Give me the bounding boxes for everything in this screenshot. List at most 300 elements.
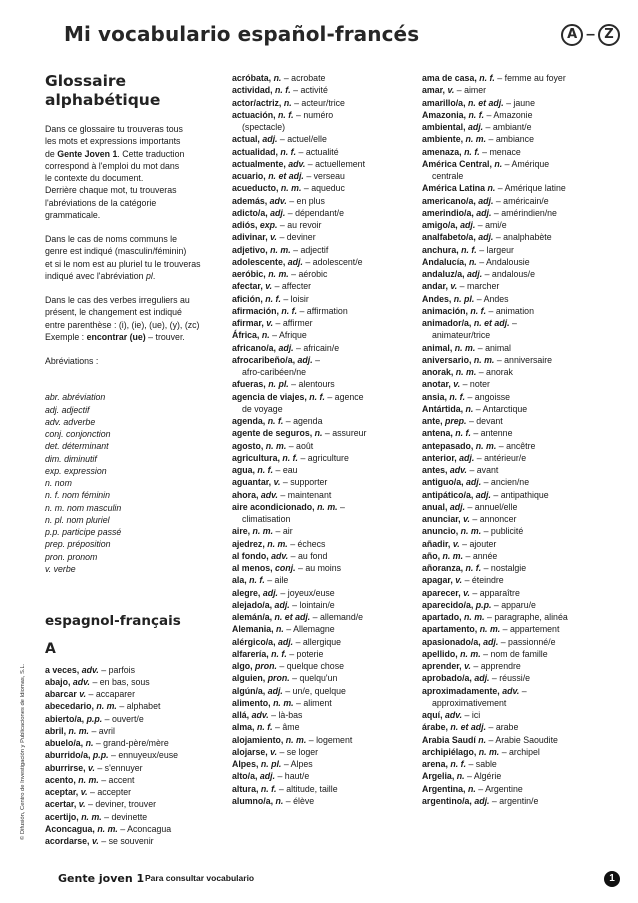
entry-word: añadir, [422,538,453,549]
entry-grammar: adv. [271,550,289,561]
entry-grammar: p.p. [86,713,103,724]
entry-translation: climatisation [242,514,291,524]
abbreviations-list [45,391,223,575]
entry-grammar: adj. [277,636,294,647]
entry-word: a veces, [45,664,82,675]
entry-word: andar, [422,281,451,292]
entry-word: aire acondicionado, [232,501,318,512]
entry-translation: – avant [467,465,499,475]
entry-word: alto/a, [232,771,260,782]
entry-word: afectar, [232,281,266,292]
entry-word: apagar, [422,575,456,586]
entry-grammar: n. f. [479,73,495,83]
entry-word: animación, [422,305,471,316]
entry-grammar: n. et adj. [473,318,510,328]
entry-word: acertijo, [45,811,82,822]
entry-word: Alpes, [232,759,261,769]
entry-translation: – apprendre [470,661,521,671]
entry-grammar: n. [283,97,292,108]
entry-word: América Latina [422,183,488,194]
glossary-title: Glossaire alphabétique [45,72,161,109]
entry-translation: – Amérique [502,158,550,169]
vocab-entry [45,823,223,835]
entry-translation: – Argentine [475,783,523,794]
entry-grammar: n. [467,783,476,794]
entry-word: alojamiento, [232,734,286,745]
entry-grammar: n. [468,256,477,267]
entry-grammar: n. f. [465,563,482,573]
entry-grammar: n. f. [260,783,277,794]
entry-grammar: adj. [274,599,290,610]
entry-translation: – jaune [503,97,535,108]
vocab-entry [232,476,412,488]
vocab-entry [232,611,412,623]
abbreviation-item: n. pl. nom pluriel [45,514,110,525]
example-word: encontrar (ue) [86,331,146,342]
vocab-entry [232,97,412,109]
entry-word: afueras, [232,379,269,390]
entry-translation: – avril [89,725,115,736]
entry-translation: – [519,685,527,696]
vocab-entry [232,562,412,574]
entry-translation: – ajouter [459,538,497,549]
entry-word: apellido, [422,648,461,659]
page-header [58,22,620,52]
entry-word: al fondo, [232,550,272,561]
entry-word: añoranza, [422,563,466,573]
entry-word: África, [232,330,262,341]
vocab-entry [45,664,223,676]
abbreviation-item: exp. expression [45,465,107,476]
entry-translation: – quelqu'un [289,673,338,684]
entry-grammar: n. m. [270,244,291,255]
entry-translation: – Andes [474,293,509,304]
entry-grammar: n. f. [256,722,273,733]
entry-translation: – âme [272,722,300,733]
vocab-entry [422,501,606,513]
vocab-entry [232,574,412,586]
entry-word: aeróbic, [232,269,269,279]
vocab-entry [422,709,606,721]
entry-translation: – en bas, sous [90,676,150,687]
entry-translation: de voyage [242,403,283,414]
vocab-entry [422,268,606,280]
vocab-entry [422,660,606,672]
vocab-entry [232,305,412,317]
entry-translation: (spectacle) [242,122,286,132]
intro-line: Dans le cas des verbes irreguliers au [45,295,190,305]
entry-word: animal, [422,342,455,353]
entry-word: al menos, [232,563,276,573]
entry-word: Argentina, [422,783,468,794]
entry-grammar: n. f. [265,293,281,304]
entry-grammar: adv. [288,158,306,169]
entry-grammar: adj. [262,134,278,145]
entry-word: algo, [232,661,255,671]
vocab-entry [232,244,412,256]
entry-word: acuario, [232,171,269,181]
vocab-entry [232,84,412,96]
entry-word: ambiental, [422,122,468,132]
entry-translation: – ancien/ne [481,477,530,488]
vocab-entry [232,783,412,795]
entry-translation: – accepter [87,787,132,797]
vocab-entry [422,305,606,317]
vocab-entry [422,391,606,403]
vocab-entry [422,648,606,660]
entry-translation: – antérieur/e [474,452,527,463]
entry-word: alma, [232,722,257,733]
vocab-entry [422,170,606,182]
entries-list-1 [45,664,223,848]
entry-grammar: n. f. [249,575,265,586]
intro-line: – trouver. [145,331,185,342]
entry-grammar: adv. [444,710,463,720]
vocab-entry [232,415,412,427]
entry-translation: – Allemagne [283,624,335,635]
entry-translation: – assureur [322,428,367,439]
vocab-entry [422,72,606,84]
entry-word: alojarse, [232,746,271,757]
entry-word: abuelo/a, [45,738,86,748]
vocab-entry [422,427,606,439]
intro-line: de [45,148,58,159]
entry-grammar: n. m. [442,550,464,561]
abbreviation-item: n. m. nom masculin [45,502,122,513]
entry-grammar: adj. [467,122,484,132]
entry-translation: – andalous/e [482,269,535,279]
vocab-entry [45,811,223,823]
vocab-entry [422,84,606,96]
entry-word: antipático/a, [422,489,476,500]
entry-word: aburrido/a, [45,750,93,761]
intro-line: . [152,270,156,281]
vocab-entry [422,293,606,305]
entry-translation: – animal [475,342,511,353]
entry-grammar: conj. [275,563,296,573]
entry-grammar: adj. [459,452,475,463]
entry-grammar: v. [270,232,277,243]
abbreviation-item: prep. préposition [45,539,111,550]
entry-translation: – aliment [293,697,332,708]
abbreviation-item: n. nom [45,478,72,488]
entry-translation: – Alpes [281,759,313,769]
vocab-entry [422,440,606,452]
vocab-entry [232,734,412,746]
column-entries-3 [422,72,606,807]
vocab-entry [422,219,606,231]
vocab-entry [422,464,606,476]
entry-translation: – aérobic [288,269,328,279]
entry-translation: – annuel/elle [465,501,518,512]
entry-word: agosto, [232,440,266,451]
vocab-entry [232,636,412,648]
vocab-entry [45,676,223,688]
abbreviation-item: dim. diminutif [45,453,97,464]
vocab-entry [422,513,606,525]
vocab-entry [422,403,606,415]
entry-translation: – haut/e [275,771,310,782]
entry-grammar: n. m. [265,440,287,451]
entry-word: ala, [232,575,250,586]
entry-grammar: adj. [297,354,313,365]
entry-grammar: v. [452,538,460,549]
entry-grammar: p.p. [92,750,109,761]
entry-grammar: adj. [483,636,499,647]
entry-grammar: n. [275,795,284,806]
entry-word: adjetivo, [232,244,271,255]
page-title: Mi vocabulario español-francés [64,22,420,46]
abbreviation-item: adj. adjectif [45,404,90,415]
entry-grammar: n. m. [267,538,288,549]
entry-translation: – affirmer [273,318,313,328]
entry-translation: – dépendant/e [285,207,344,218]
vocab-entry [422,758,606,770]
entry-translation: – sable [466,759,497,769]
entry-word: ansia, [422,391,450,402]
vocab-entry [422,538,606,550]
intro-line: genre est indiqué (masculin/féminin) [45,246,187,257]
vocab-entry [232,525,412,537]
entry-grammar: n. [261,330,270,341]
entry-grammar: adj. [259,771,276,782]
vocab-entry [45,725,223,737]
entry-grammar: adj. [460,220,476,230]
entry-word: alfarería, [232,648,272,659]
entry-word: ahora, [232,489,261,500]
vocab-entry [232,550,412,562]
vocab-entry [422,244,606,256]
entry-translation: – menace [479,146,521,157]
entry-word: Alemania, [232,624,277,635]
vocab-entry [232,133,412,145]
entry-word: anorak, [422,367,456,377]
vocab-entry [422,97,606,109]
vocab-entry [422,207,606,219]
entry-translation: – deviner, trouver [85,799,157,810]
vocab-entry [45,762,223,774]
entry-translation: – activité [290,85,328,96]
range-start-letter: A [561,24,583,46]
intro-line: le contexte du document. [45,173,144,183]
entry-grammar: adv. [72,676,90,687]
entry-translation: – grand-père/mère [93,738,169,748]
entry-grammar: n. f. [257,465,274,475]
vocab-entry [232,464,412,476]
entry-grammar: v. [273,477,281,488]
vocab-entry [422,550,606,562]
vocab-entry [422,685,606,697]
entry-grammar: n. pl. [453,293,475,304]
entry-grammar: p.p. [475,599,492,610]
intro-line: Dans le cas de noms communs le [45,234,178,244]
vocab-entry [232,195,412,207]
vocab-entry [422,109,606,121]
entry-translation: – antipathique [490,489,549,500]
entry-grammar: n. m. [268,269,289,279]
entry-grammar: n. [314,428,323,439]
entry-grammar: n. f. [468,109,485,120]
entry-word: agenda, [232,416,268,426]
entry-translation: – au moins [295,563,342,573]
entry-translation: – amérindien/ne [491,207,557,218]
alphabet-range-badge [561,24,620,46]
vocab-entry [422,562,606,574]
entry-word: anunciar, [422,514,464,524]
footer-book-title: Gente joven 1 [58,872,145,885]
entry-translation: – arabe [486,722,519,733]
entry-word: alegre, [232,587,263,598]
vocab-entry [232,660,412,672]
entry-grammar: n. f. [281,305,298,316]
entry-translation: – appartement [500,624,560,635]
entry-word: aburrirse, [45,762,89,773]
vocab-entry [422,525,606,537]
entry-grammar: v. [450,281,458,292]
entry-translation: – en plus [286,195,325,206]
entry-word: amigo/a, [422,220,461,230]
entry-grammar: n. m. [273,697,294,708]
entry-word: antena, [422,428,456,439]
vocab-entry [232,72,412,84]
page-footer [58,871,620,889]
entry-word: afirmación, [232,305,282,316]
vocab-entry [232,721,412,733]
entry-word: ajedrez, [232,538,268,549]
entry-word: afición, [232,293,266,304]
entry-word: amar, [422,85,448,96]
entry-grammar: n. f. [461,244,477,255]
entry-translation: – aile [264,575,289,586]
vocab-entry [232,648,412,660]
column-entries-2 [232,72,412,807]
entry-translation: – ambiant/e [483,122,532,132]
entry-translation: – quelque chose [276,661,344,671]
entry-translation: – élève [283,795,315,806]
vocab-entry [422,476,606,488]
entry-translation: – Algérie [464,771,502,782]
entry-translation: – eau [273,465,298,475]
vocab-entry [232,452,412,464]
entry-grammar: n. f. [309,391,325,402]
entry-translation: – adolescent/e [302,256,363,267]
vocab-entry [232,391,412,403]
book-name: Gente Joven 1 [57,148,118,159]
entry-word: agencia de viajes, [232,391,310,402]
entry-grammar: n. f. [271,648,287,659]
entry-word: año, [422,550,443,561]
entry-grammar: prep. [444,416,467,426]
entry-translation: – acrobate [281,73,326,83]
entry-translation: – africain/e [293,342,340,353]
entry-translation: – août [286,440,314,451]
entry-grammar: n. [273,73,282,83]
entry-word: América Central, [422,158,495,169]
entry-word: abierto/a, [45,713,87,724]
entry-grammar: n. m. [280,183,302,194]
vocab-entry [422,489,606,501]
entry-grammar: n. m. [78,774,99,785]
vocab-entry [422,121,606,133]
entry-grammar: n. [478,734,487,745]
entry-translation: – archipel [499,746,540,757]
entry-grammar: v. [447,85,455,96]
entry-word: actual, [232,134,263,145]
entry-translation: – passionné/e [498,636,556,647]
entry-word: apartado, [422,612,465,622]
entry-grammar: adv. [502,685,520,696]
entry-grammar: v. [80,787,88,797]
entry-grammar: n. [487,183,496,194]
entry-word: anchura, [422,244,462,255]
vocab-entry [422,182,606,194]
vocab-entry [232,440,412,452]
vocab-entry [232,268,412,280]
vocab-entry [232,342,412,354]
abbreviation-item: conj. conjonction [45,429,111,439]
entry-translation: – Aconcagua [117,823,172,834]
vocab-entry [422,623,606,635]
vocab-entry [232,513,412,525]
vocab-entry [232,795,412,807]
entry-grammar: adj. [267,685,283,696]
entry-word: además, [232,195,270,206]
entry-translation: – éteindre [462,575,504,586]
entry-grammar: n. pl. [260,759,282,769]
entry-translation: – [337,501,345,512]
entry-translation: – verseau [303,171,345,181]
vocab-entry [232,219,412,231]
entry-grammar: n. pl. [268,379,289,390]
entry-word: Andes, [422,293,454,304]
abbreviation-item: det. déterminant [45,441,109,452]
entry-translation: – aqueduc [301,183,345,194]
entry-word: aceptar, [45,787,81,797]
entry-translation: – antenne [470,428,513,439]
entry-word: actor/actriz, [232,97,284,108]
entry-word: aniversario, [422,354,474,365]
abbreviations-label: Abréviations : [45,356,99,366]
entry-translation: – marcher [457,281,500,292]
vocab-entry [422,795,606,807]
vocab-entry [422,133,606,145]
entry-translation: – réussi/e [489,673,531,684]
intro-line: présent, le changement est indiqué [45,307,182,318]
entry-grammar: pron. [254,661,277,671]
vocab-entry [232,231,412,243]
vocab-entry [45,688,223,700]
entry-grammar: adj. [262,587,278,598]
entry-word: aparecido/a, [422,599,476,610]
entry-translation: – accent [98,774,135,785]
entry-grammar: adj. [478,195,494,206]
entry-translation: – alphabet [116,701,161,712]
entry-word: apartamento, [422,624,480,635]
entry-word: ante, [422,416,445,426]
entry-translation: – numéro [293,109,334,120]
letter-heading: A [45,641,56,658]
entry-grammar: n. et adj. [268,171,304,181]
vocab-entry [232,623,412,635]
entry-grammar: n. m. [478,746,500,757]
entry-word: anual, [422,501,450,512]
page-number: 1 [604,871,620,887]
entry-word: abecedario, [45,701,97,712]
plural-abbr: pl [145,270,153,281]
vocab-entry [45,798,223,810]
entry-word: amenaza, [422,146,465,157]
vocab-entry [422,697,606,709]
